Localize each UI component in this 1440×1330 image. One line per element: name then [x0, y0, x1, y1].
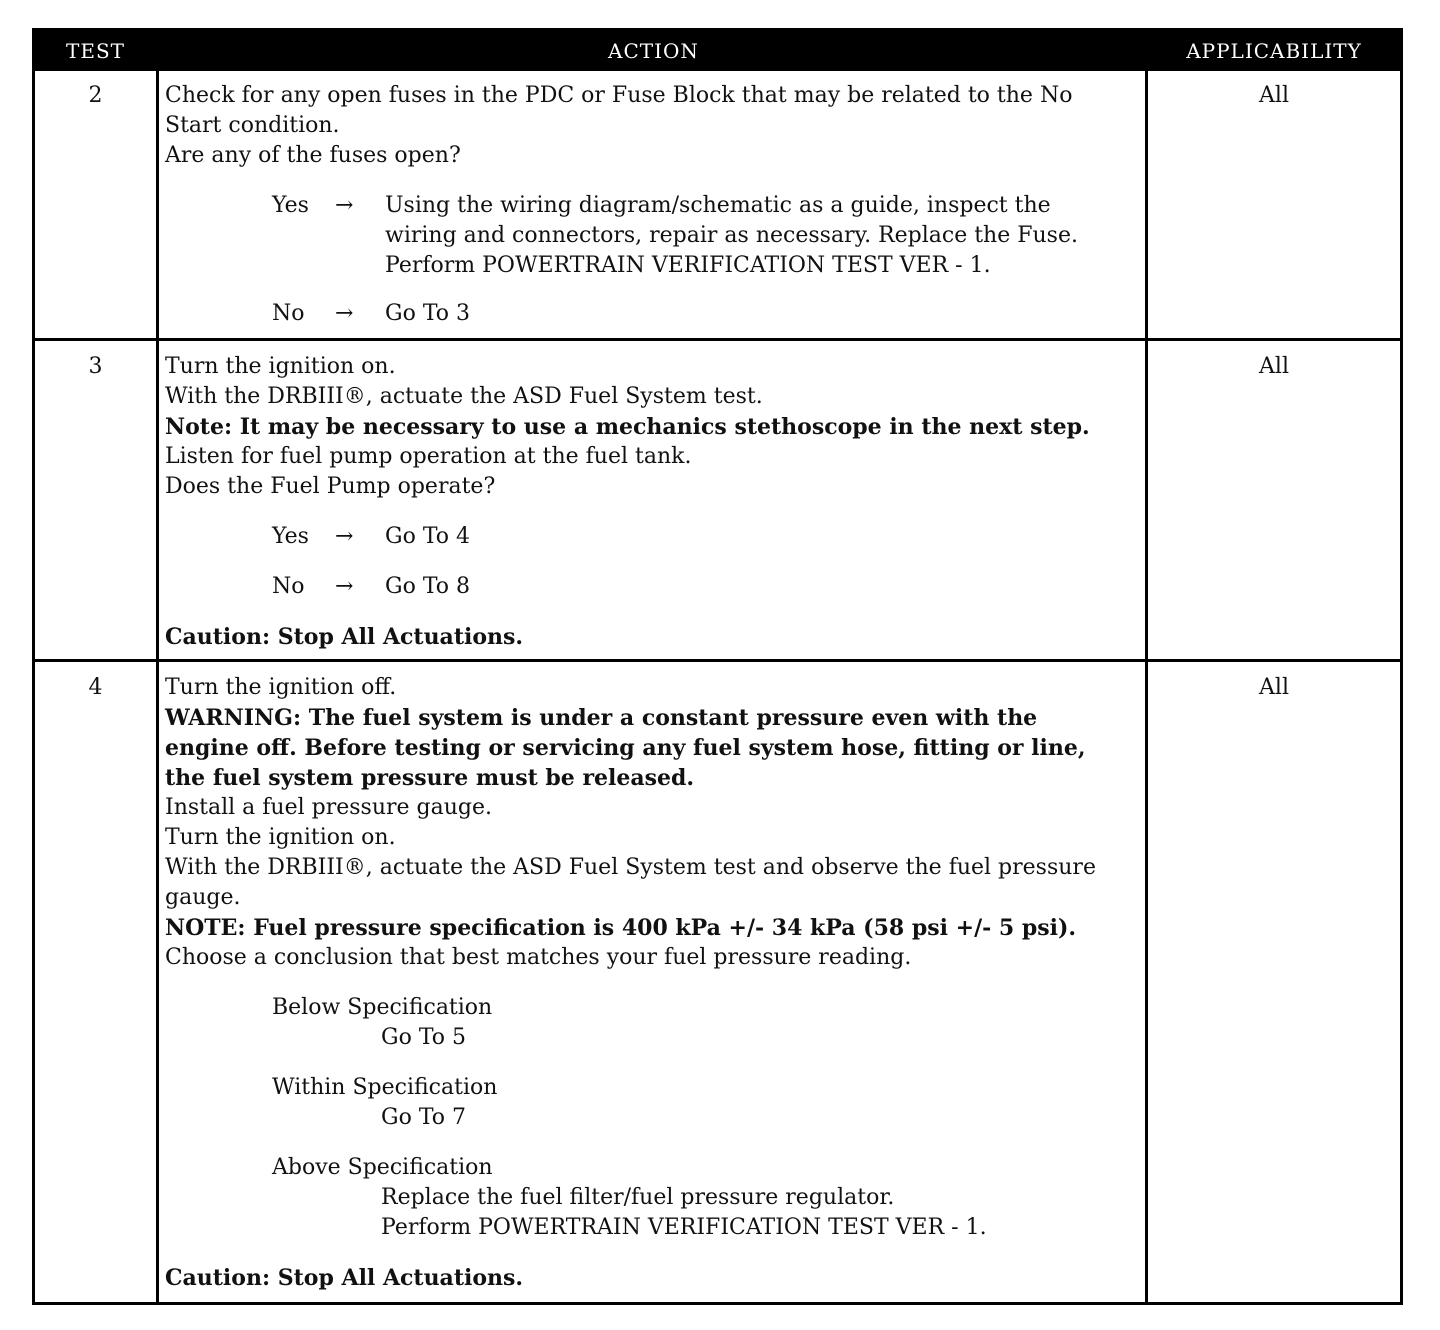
action-line: gauge.	[165, 885, 241, 910]
above-spec-result: Perform POWERTRAIN VERIFICATION TEST VER - 1.	[381, 1215, 987, 1240]
caution-text: Caution: Stop All Actuations.	[165, 1265, 524, 1291]
warning-text: WARNING: The fuel system is under a constant pressure even with the	[165, 705, 1038, 731]
yes-label: Yes	[272, 524, 309, 549]
table-header	[35, 31, 1400, 71]
no-option	[165, 299, 1140, 329]
action-line: Turn the ignition off.	[165, 675, 397, 700]
action-cell	[165, 673, 1140, 1293]
action-line: Check for any open fuses in the PDC or Fuse Block that may be related to the No	[165, 83, 1073, 108]
note-text: NOTE: Fuel pressure specification is 400 kPa +/- 34 kPa (58 psi +/- 5 psi).	[165, 915, 1077, 941]
below-spec-label: Below Specification	[272, 995, 493, 1020]
test-number: 2	[88, 83, 103, 108]
arrow-icon: →	[335, 193, 354, 218]
test-number: 3	[88, 354, 103, 379]
row-divider	[35, 659, 1400, 662]
header-test: TEST	[66, 39, 125, 63]
yes-result: Go To 4	[385, 524, 471, 549]
note-text: Note: It may be necessary to use a mechanics stethoscope in the next step.	[165, 414, 1090, 440]
test-number: 4	[88, 675, 103, 700]
within-spec-label: Within Specification	[272, 1075, 498, 1100]
action-line: With the DRBIII®, actuate the ASD Fuel System test.	[165, 384, 763, 409]
action-line: Listen for fuel pump operation at the fuel tank.	[165, 444, 692, 469]
above-spec-result: Replace the fuel filter/fuel pressure regulator.	[381, 1185, 895, 1210]
header-action: ACTION	[608, 39, 699, 63]
action-line: Choose a conclusion that best matches your fuel pressure reading.	[165, 945, 912, 970]
action-line: Turn the ignition on.	[165, 354, 396, 379]
action-line: Does the Fuel Pump operate?	[165, 474, 496, 499]
yes-result-line: wiring and connectors, repair as necessary. Replace the Fuse.	[385, 223, 1078, 248]
no-label: No	[272, 574, 305, 599]
yes-option	[165, 191, 1140, 221]
applicability-value: All	[1259, 83, 1289, 108]
yes-label: Yes	[272, 193, 309, 218]
row-divider	[35, 338, 1400, 341]
above-spec-label: Above Specification	[272, 1155, 493, 1180]
below-spec-result: Go To 5	[381, 1025, 467, 1050]
diagnostic-table	[32, 28, 1403, 1305]
header-applicability: APPLICABILITY	[1186, 39, 1362, 63]
action-line: Are any of the fuses open?	[165, 143, 461, 168]
warning-text: engine off. Before testing or servicing any fuel system hose, fitting or line,	[165, 735, 1086, 761]
no-option	[165, 572, 1140, 602]
no-label: No	[272, 301, 305, 326]
warning-text: the fuel system pressure must be released.	[165, 765, 695, 791]
action-line: With the DRBIII®, actuate the ASD Fuel System test and observe the fuel pressure	[165, 855, 1096, 880]
column-divider	[1145, 31, 1148, 1302]
no-result: Go To 3	[385, 301, 471, 326]
yes-option	[165, 522, 1140, 552]
applicability-value: All	[1259, 354, 1289, 379]
action-line: Install a fuel pressure gauge.	[165, 795, 493, 820]
action-cell	[165, 81, 1140, 329]
arrow-icon: →	[335, 574, 354, 599]
caution-text: Caution: Stop All Actuations.	[165, 624, 524, 650]
arrow-icon: →	[335, 524, 354, 549]
action-line: Turn the ignition on.	[165, 825, 396, 850]
applicability-value: All	[1259, 675, 1289, 700]
yes-result-line: Perform POWERTRAIN VERIFICATION TEST VER - 1.	[385, 253, 991, 278]
arrow-icon: →	[335, 301, 354, 326]
action-line: Start condition.	[165, 113, 340, 138]
column-divider	[156, 31, 159, 1302]
within-spec-result: Go To 7	[381, 1105, 467, 1130]
yes-result-line: Using the wiring diagram/schematic as a guide, inspect the	[385, 193, 1051, 218]
action-cell	[165, 352, 1140, 652]
no-result: Go To 8	[385, 574, 471, 599]
